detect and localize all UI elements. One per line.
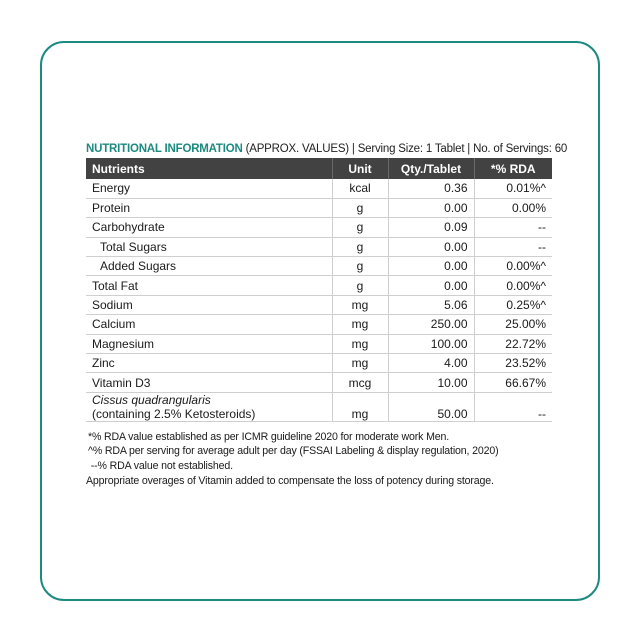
nutrient-unit: mg	[332, 315, 388, 334]
nutrition-table	[86, 158, 552, 422]
nutrient-rda: 0.00%^	[474, 276, 552, 295]
table-row	[86, 392, 552, 421]
nutrient-qty: 50.00	[388, 392, 474, 421]
table-row	[86, 198, 552, 217]
table-header-row	[86, 158, 552, 179]
nutrient-unit: mg	[332, 334, 388, 353]
nutrient-name: Energy	[86, 179, 332, 198]
nutrient-name: Added Sugars	[86, 257, 332, 276]
nutrient-name: Total Sugars	[86, 237, 332, 256]
nutrient-name: Vitamin D3	[86, 373, 332, 392]
nutrient-unit: g	[332, 218, 388, 237]
table-row	[86, 237, 552, 256]
footnotes	[86, 430, 552, 488]
nutrient-rda: --	[474, 218, 552, 237]
table-row	[86, 179, 552, 198]
nutrient-unit: mg	[332, 295, 388, 314]
nutrient-qty: 0.00	[388, 257, 474, 276]
nutrient-name	[86, 392, 332, 421]
footnote: ^% RDA per serving for average adult per day (FSSAI Labeling & display regulation, 2020)	[88, 445, 499, 458]
nutrient-name: Carbohydrate	[86, 218, 332, 237]
nutrient-unit: g	[332, 198, 388, 217]
table-row	[86, 276, 552, 295]
nutrient-qty: 0.36	[388, 179, 474, 198]
header-nutrients: Nutrients	[86, 158, 332, 179]
nutrient-rda: 0.00%	[474, 198, 552, 217]
heading-title: NUTRITIONAL INFORMATION	[86, 143, 243, 155]
nutrient-qty: 250.00	[388, 315, 474, 334]
table-row	[86, 218, 552, 237]
nutrient-qty: 10.00	[388, 373, 474, 392]
footnote: *% RDA value established as per ICMR guideline 2020 for moderate work Men.	[88, 430, 450, 443]
heading-subtitle: (APPROX. VALUES) | Serving Size: 1 Tablet | No. of Servings: 60	[242, 143, 568, 155]
nutrient-qty: 0.00	[388, 276, 474, 295]
nutrient-qty: 100.00	[388, 334, 474, 353]
nutrient-name: Magnesium	[86, 334, 332, 353]
nutrient-qty: 0.09	[388, 218, 474, 237]
nutrient-qty: 5.06	[388, 295, 474, 314]
nutrient-rda: 23.52%	[474, 354, 552, 373]
nutrient-name: Sodium	[86, 295, 332, 314]
nutrient-rda: 0.01%^	[474, 179, 552, 198]
nutrient-unit: mg	[332, 354, 388, 373]
nutrient-unit: kcal	[332, 179, 388, 198]
nutrient-name: Zinc	[86, 354, 332, 373]
nutrient-name-detail: (containing 2.5% Ketosteroids)	[92, 406, 256, 421]
nutrition-heading	[86, 141, 568, 158]
header-qty: Qty./Tablet	[388, 158, 474, 179]
nutrient-rda: 0.25%^	[474, 295, 552, 314]
nutrient-rda: 0.00%^	[474, 257, 552, 276]
nutrient-rda: 66.67%	[474, 373, 552, 392]
nutrient-qty: 0.00	[388, 237, 474, 256]
nutrient-rda: 25.00%	[474, 315, 552, 334]
header-unit: Unit	[332, 158, 388, 179]
header-rda: *% RDA	[474, 158, 552, 179]
nutrient-name: Calcium	[86, 315, 332, 334]
nutrient-rda: --	[474, 237, 552, 256]
footnote: --% RDA value not established.	[88, 459, 233, 472]
nutrient-name: Protein	[86, 198, 332, 217]
nutrient-rda: --	[474, 392, 552, 421]
table-row	[86, 373, 552, 392]
table-row	[86, 257, 552, 276]
table-row	[86, 354, 552, 373]
nutrient-unit: mcg	[332, 373, 388, 392]
nutrition-panel	[86, 141, 568, 488]
nutrient-unit: mg	[332, 392, 388, 421]
nutrient-name-italic: Cissus quadrangularis	[92, 392, 211, 407]
nutrient-unit: g	[332, 257, 388, 276]
table-row	[86, 334, 552, 353]
footnote: Appropriate overages of Vitamin added to compensate the loss of potency during storage.	[86, 474, 494, 487]
table-row	[86, 295, 552, 314]
nutrient-unit: g	[332, 276, 388, 295]
nutrient-unit: g	[332, 237, 388, 256]
nutrient-qty: 4.00	[388, 354, 474, 373]
nutrient-qty: 0.00	[388, 198, 474, 217]
nutrient-rda: 22.72%	[474, 334, 552, 353]
nutrient-name: Total Fat	[86, 276, 332, 295]
table-row	[86, 315, 552, 334]
